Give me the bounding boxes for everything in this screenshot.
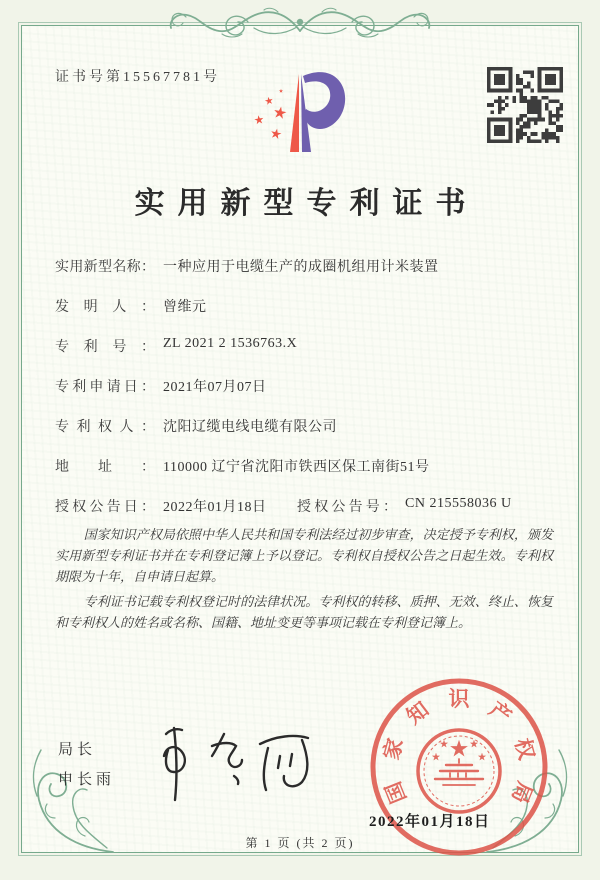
field-label: 专利号： [55, 340, 155, 355]
cnipa-logo-icon [235, 58, 365, 166]
director-name: 申长雨 [58, 772, 116, 788]
field-label: 实用新型名称： [55, 260, 155, 275]
svg-text:局: 局 [506, 778, 538, 807]
field-label: 授权公告号： [297, 500, 397, 515]
field-value: ZL 2021 2 1536763.X [163, 336, 298, 351]
legal-paragraph-2: 专利证书记载专利权登记时的法律状况。专利权的转移、质押、无效、终止、恢复和专利权人的姓名或名称、国籍、地址变更等事项记载在专利登记簿上。 [55, 594, 553, 631]
certificate-title: 实用新型专利证书 [134, 187, 479, 220]
field-row-name [55, 256, 555, 296]
certificate-number: 证书号第15567781号 [55, 70, 220, 85]
field-value: 沈阳辽缆电线电缆有限公司 [163, 420, 337, 435]
svg-text:产: 产 [484, 697, 516, 729]
legal-paragraph-1: 国家知识产权局依照中华人民共和国专利法经过初步审查，决定授予专利权，颁发实用新型专利证书并在专利登记簿上予以登记。专利权自授权公告之日起生效。专利权期限为十年，自申请日起算。 [55, 527, 553, 585]
field-row-patentee [55, 416, 555, 456]
qr-code [487, 67, 563, 143]
field-label: 发明人： [55, 300, 155, 315]
field-label: 专利权人： [55, 420, 155, 435]
field-row-patent-no [55, 336, 555, 376]
field-label: 地址： [55, 460, 155, 475]
top-border-ornament-icon [0, 0, 600, 44]
svg-text:家: 家 [379, 735, 408, 763]
svg-text:权: 权 [510, 735, 539, 763]
seal-date: 2022年01月18日 [369, 814, 491, 830]
field-value: 2021年07月07日 [163, 380, 267, 395]
field-list [55, 256, 555, 524]
field-row-filing-date [55, 376, 555, 416]
field-label: 专利申请日： [55, 380, 155, 395]
field-value: 曾维元 [163, 300, 207, 315]
publication-number-pair [297, 496, 512, 516]
field-row-address [55, 456, 555, 496]
handwritten-signature-icon [138, 716, 328, 806]
field-value: 110000 辽宁省沈阳市铁西区保工南街51号 [163, 460, 430, 475]
field-value: 一种应用于电缆生产的成圈机组用计米装置 [163, 260, 439, 275]
field-row-publication [55, 496, 555, 524]
svg-text:国: 国 [380, 778, 412, 807]
director-title: 局长 [58, 742, 97, 758]
field-row-inventor [55, 296, 555, 336]
field-label: 授权公告日： [55, 500, 155, 515]
field-value: CN 215558036 U [405, 496, 512, 511]
field-value: 2022年01月18日 [163, 500, 267, 515]
publication-date-pair [55, 496, 267, 516]
legal-text [55, 524, 553, 637]
svg-text:识: 识 [448, 687, 470, 711]
page-number: 第 1 页 (共 2 页) [245, 836, 355, 850]
official-seal-icon [355, 675, 563, 865]
svg-text:知: 知 [402, 697, 434, 729]
